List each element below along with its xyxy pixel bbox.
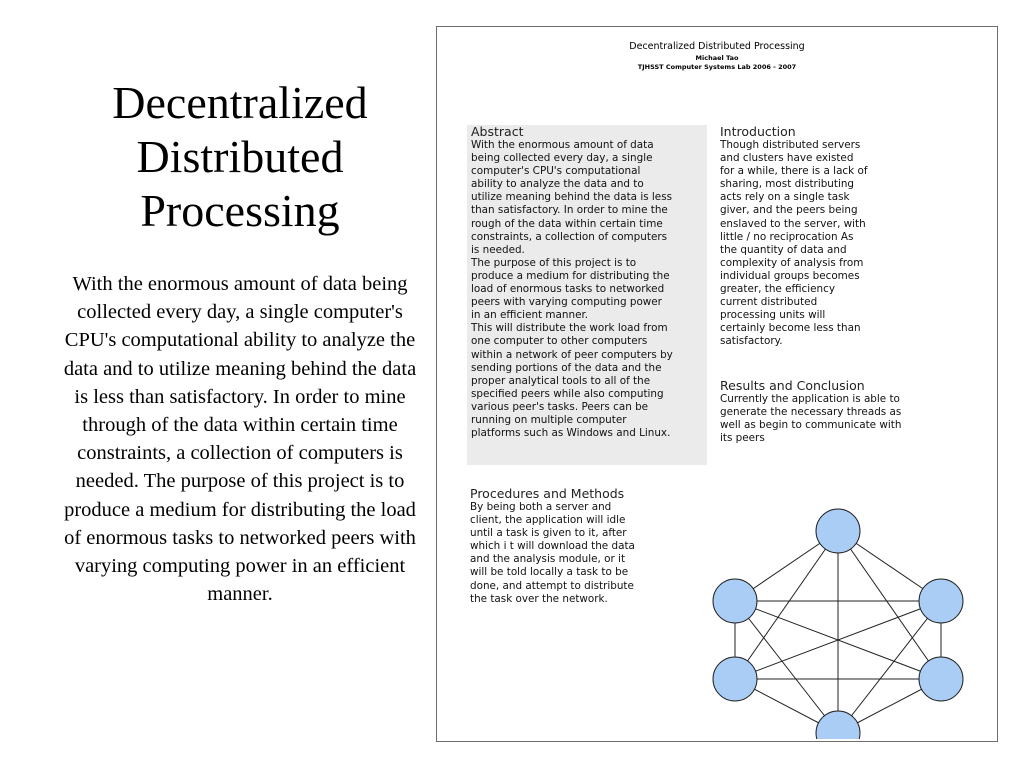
slide-body-text: With the enormous amount of data being collected every day, a single computer's CPU's computational ability to analyze the data and to utilize meaning behind the data is less than satisfactory. In order to mine through of the data within certain time constraints, a collection of computers is needed. The purpose of this project is to produce a medium for distributing the load of enormous tasks to networked peers with varying computing power in an efficient manner. (63, 273, 417, 606)
abstract-text: With the enormous amount of data being collected every day, a single computer's CPU's computational ability to analyze the data and to utilize meaning behind the data is less than satisfactory. In order to mine the rough of the data within certain time constraints, a collection of computers is needed. The purpose of this project is to produce a medium for distributing the load of enormous tasks to networked peers with varying computing power in an efficient manner. This will distribute the work load from one computer to other computers within a network of peer computers by sending portions of the data and the proper analytical tools to all of the specified peers while also computing various peer's tasks. Peers can be running on multiple computer platforms such as Windows and Linux. (471, 139, 673, 440)
slide-title-line-1: Decentralized (112, 77, 368, 128)
network-node (816, 711, 860, 739)
introduction-text: Though distributed servers and clusters have existed for a while, there is a lack of sharing, most distributing acts rely on a single task giver, and the peers being enslaved to the server, with little / no reciprocation As the quantity of data and complexity of analysis from individual groups becomes greater, the efficiency current distributed processing units will certainly become less than satisfactory. (720, 139, 868, 348)
network-diagram (707, 499, 967, 739)
network-node (713, 657, 757, 701)
introduction-section (720, 125, 940, 349)
poster-lab: TJHSST Computer Systems Lab 2006 - 2007 (637, 63, 797, 71)
network-node (816, 509, 860, 553)
slide-title (62, 76, 418, 238)
network-node (919, 579, 963, 623)
poster-title: Decentralized Distributed Processing (629, 41, 805, 52)
procedures-section (470, 487, 680, 606)
procedures-text: By being both a server and client, the application will idle until a task is given to it, after which i t will download the data and the analysis module, or it will be told locally a task to be done, and attempt to distribute the task over the network. (470, 501, 635, 605)
slide-title-line-2: Distributed (136, 131, 344, 182)
results-heading: Results and Conclusion (720, 378, 865, 393)
results-text: Currently the application is able to generate the necessary threads as well as begin to communicate with its peers (720, 393, 902, 445)
poster-author: Michael Tao (695, 54, 739, 62)
network-node (713, 579, 757, 623)
abstract-heading: Abstract (471, 124, 524, 139)
procedures-heading: Procedures and Methods (470, 486, 625, 501)
abstract-section (467, 125, 707, 465)
results-section (720, 379, 945, 445)
introduction-heading: Introduction (720, 124, 796, 139)
poster-image (436, 26, 998, 742)
network-node (919, 657, 963, 701)
slide-title-line-3: Processing (140, 185, 340, 236)
